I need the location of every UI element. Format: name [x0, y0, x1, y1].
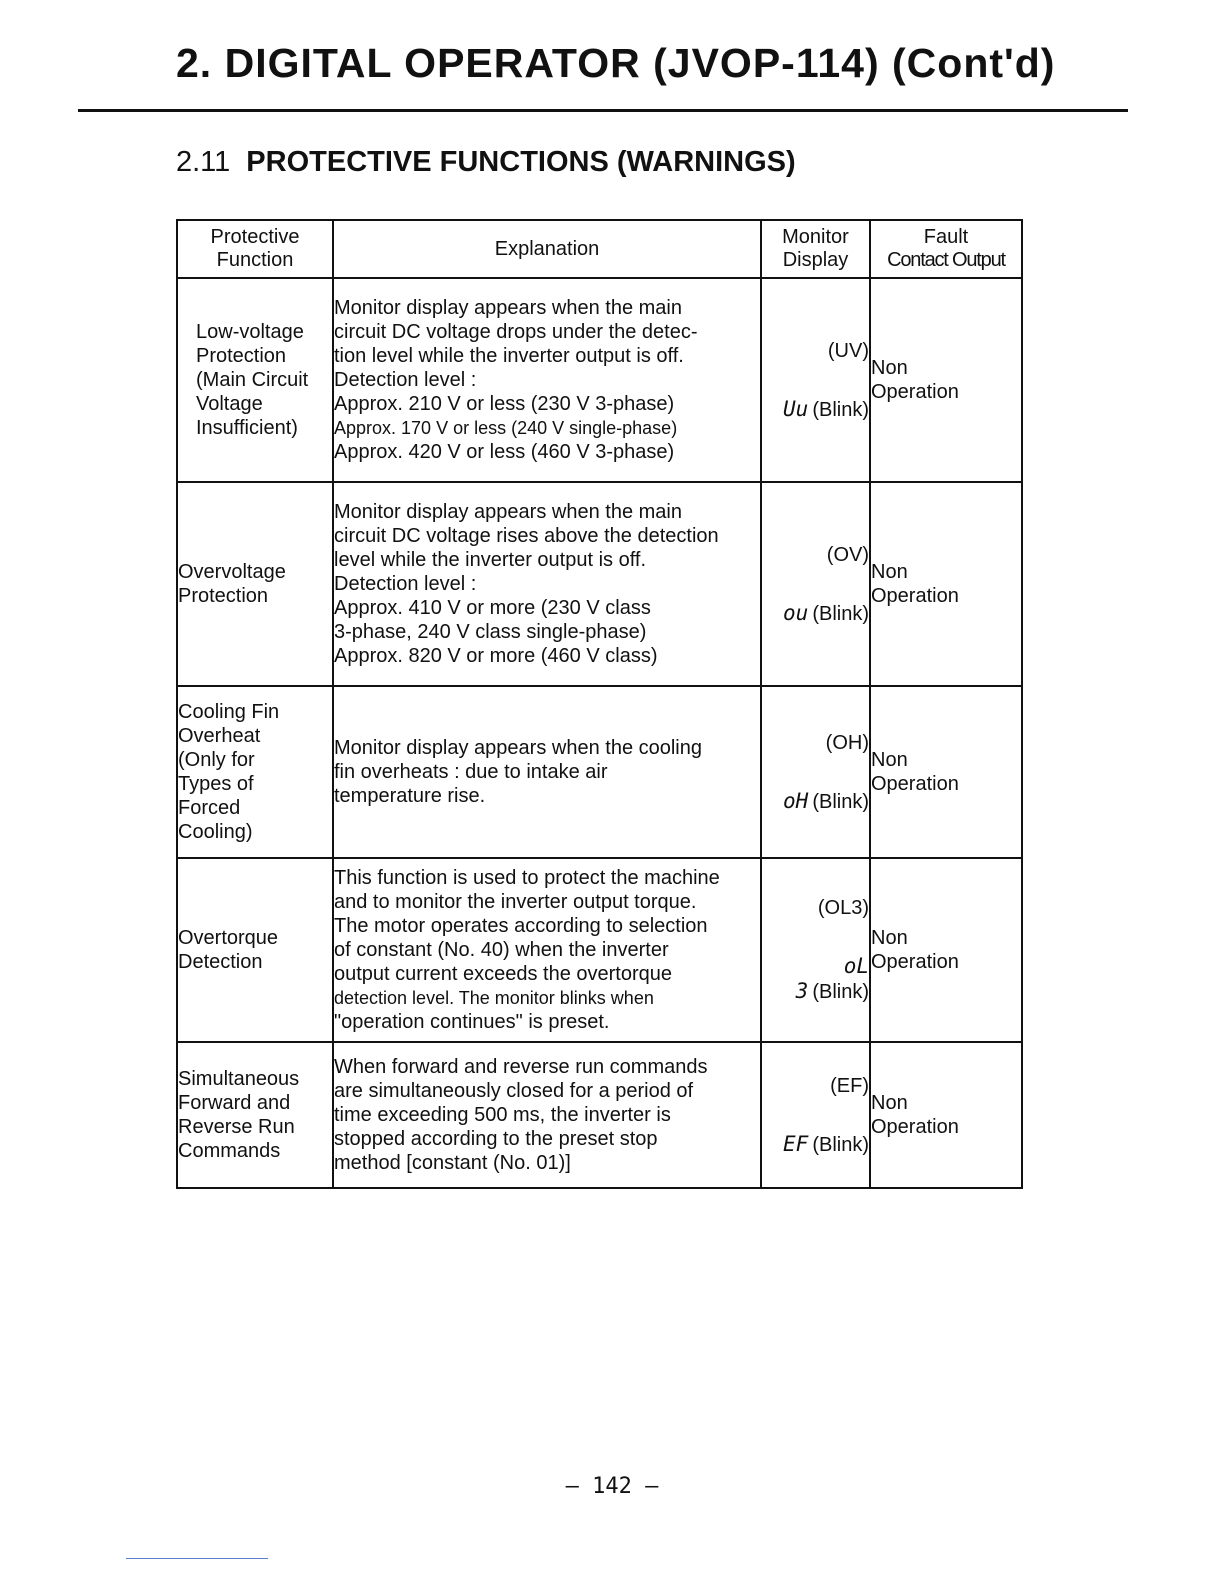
bottom-divider	[126, 1558, 268, 1559]
fault-contact-cell: Non Operation	[870, 482, 1022, 686]
segment-display: Uu	[783, 396, 809, 421]
explanation-cell: Monitor display appears when the main circuit DC voltage rises above the detection level while the inverter output is off. Detection level : Approx. 410 V or more (230 V class 3-phase, 240 V class single-phase) Approx. 820 V or more (460 V class)	[333, 482, 761, 686]
table-row	[177, 858, 1022, 1042]
segment-display: oL 3	[795, 954, 869, 1003]
blink-label: (Blink)	[812, 790, 869, 813]
function-cell: Overvoltage Protection	[177, 482, 333, 686]
monitor-display-cell	[761, 686, 870, 858]
monitor-code: (OL3)	[817, 897, 869, 919]
segment-display: oH	[783, 788, 809, 813]
monitor-code: (UV)	[827, 339, 869, 362]
table-row	[177, 278, 1022, 482]
segment-display: EF	[783, 1131, 809, 1156]
monitor-code: (EF)	[830, 1074, 869, 1097]
function-cell: Overtorque Detection	[177, 858, 333, 1042]
monitor-display-cell	[761, 278, 870, 482]
blink-label: (Blink)	[812, 602, 869, 625]
monitor-code: (OH)	[825, 731, 869, 754]
table-row	[177, 1042, 1022, 1188]
header-protective-function: Protective Function	[177, 220, 333, 278]
section-heading	[176, 146, 796, 179]
table-header-row	[177, 220, 1022, 278]
table-row	[177, 686, 1022, 858]
monitor-display-cell	[761, 858, 870, 1042]
page-title: 2. DIGITAL OPERATOR (JVOP-114) (Cont'd)	[176, 40, 1056, 86]
monitor-display-cell	[761, 1042, 870, 1188]
section-title: PROTECTIVE FUNCTIONS (WARNINGS)	[246, 146, 796, 178]
explanation-cell: Monitor display appears when the cooling fin overheats : due to intake air temperature rise.	[333, 686, 761, 858]
explanation-cell: When forward and reverse run commands are simultaneously closed for a period of time exceeding 500 ms, the inverter is stopped according to the preset stop method [constant (No. 01)]	[333, 1042, 761, 1188]
function-cell: Low-voltage Protection (Main Circuit Voltage Insufficient)	[177, 278, 333, 482]
section-number: 2.11	[176, 146, 231, 178]
monitor-code: (OV)	[826, 543, 869, 566]
function-cell: Simultaneous Forward and Reverse Run Commands	[177, 1042, 333, 1188]
blink-label: (Blink)	[812, 981, 869, 1003]
title-rule	[78, 109, 1128, 112]
explanation-cell: This function is used to protect the machine and to monitor the inverter output torque. The motor operates according to selection of constant (No. 40) when the inverter output current exceeds the overtorque detection level. The monitor blinks when "operation continues" is preset.	[333, 858, 761, 1042]
fault-contact-cell: Non Operation	[870, 1042, 1022, 1188]
header-explanation: Explanation	[333, 220, 761, 278]
explanation-cell: Monitor display appears when the main circuit DC voltage drops under the detec- tion level while the inverter output is off. Detection level : Approx. 210 V or less (230 V 3-phase) Approx. 170 V or less (240 V single-phase) Approx. 420 V or less (460 V 3-phase)	[333, 278, 761, 482]
header-fault-contact-output: Fault Contact Output	[870, 220, 1022, 278]
blink-label: (Blink)	[812, 1133, 869, 1156]
protective-functions-table	[176, 219, 1023, 1189]
segment-display: ou	[783, 600, 809, 625]
fault-contact-cell: Non Operation	[870, 278, 1022, 482]
monitor-display-cell	[761, 482, 870, 686]
blink-label: (Blink)	[812, 398, 869, 421]
fault-contact-cell: Non Operation	[870, 686, 1022, 858]
fault-contact-cell: Non Operation	[870, 858, 1022, 1042]
page-number: – 142 –	[565, 1474, 659, 1499]
function-cell: Cooling Fin Overheat (Only for Types of Forced Cooling)	[177, 686, 333, 858]
header-monitor-display: Monitor Display	[761, 220, 870, 278]
table-row	[177, 482, 1022, 686]
